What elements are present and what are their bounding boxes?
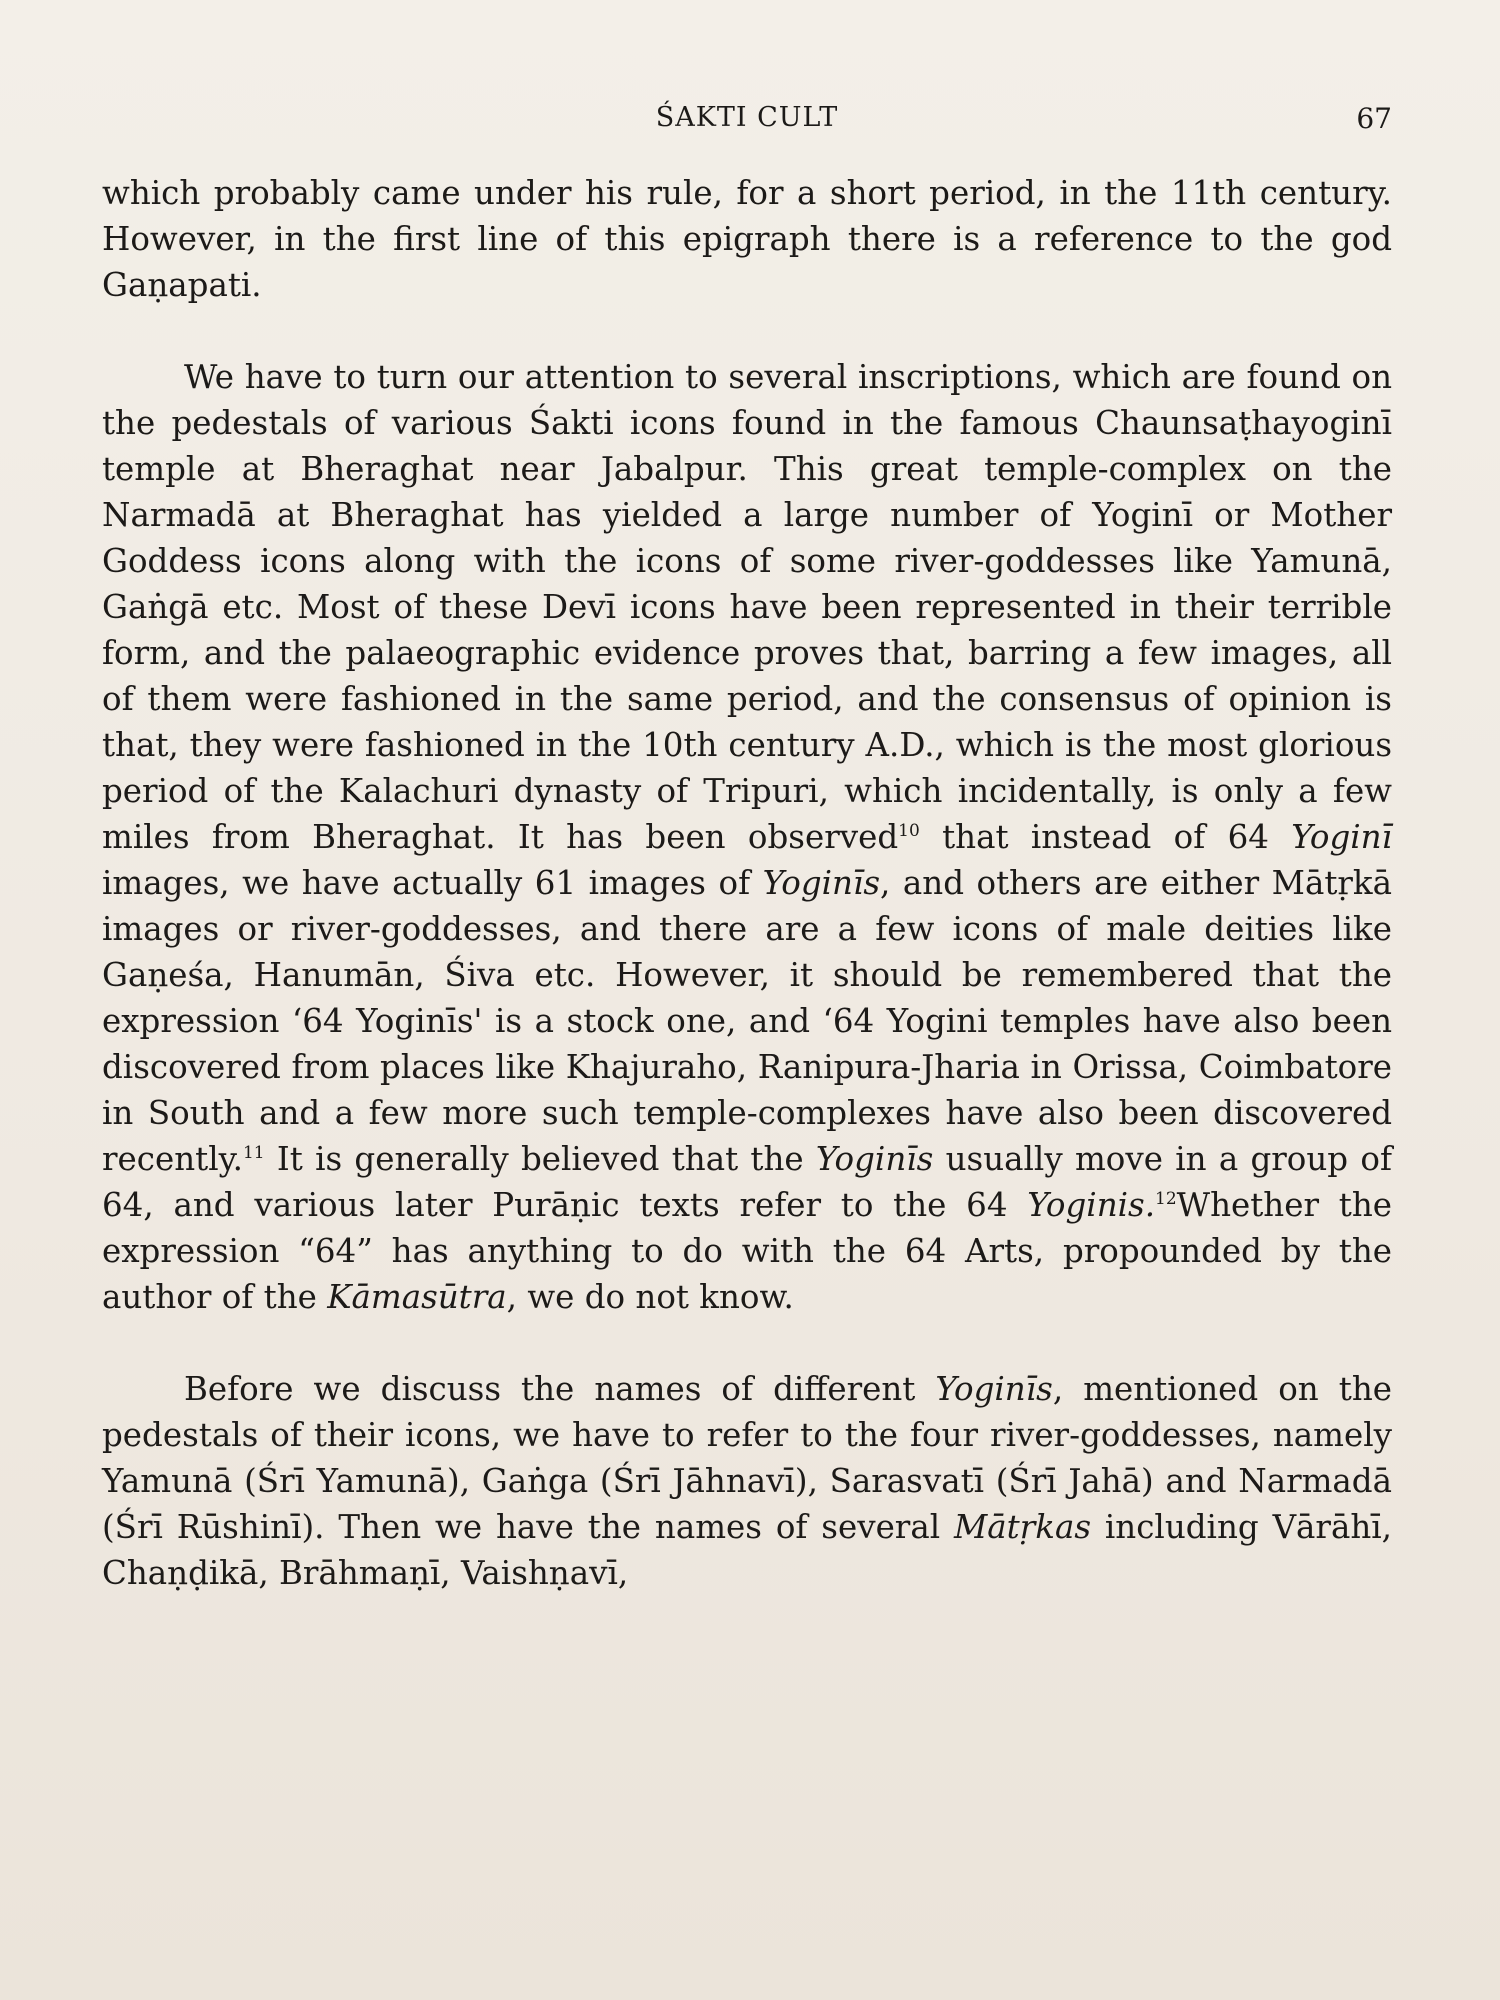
text-segment: Before we discuss the names of different — [184, 1370, 936, 1408]
italic-term: Yoginīs — [815, 1140, 934, 1178]
italic-term: Yoginīs — [935, 1370, 1053, 1408]
text-segment: that instead of 64 — [919, 818, 1292, 856]
text-segment: Whether the expression “64” has anything to do with the 64 Arts, propounded by the author of the — [102, 1186, 1392, 1316]
italic-term: Yoginis. — [1027, 1186, 1156, 1224]
footnote-marker: 12 — [1155, 1189, 1177, 1210]
running-head: ŚAKTI CULT — [655, 102, 839, 133]
text-segment: images, we have actually 61 images of — [102, 864, 763, 902]
page-header — [102, 102, 1392, 142]
paragraph-2 — [102, 354, 1392, 1320]
text-segment: which probably came under his rule, for a short period, in the 11th century. However, in the first line of this epigraph there is a reference to the god Gaṇapati. — [102, 174, 1392, 304]
paragraph-3 — [102, 1366, 1392, 1596]
page-number: 67 — [1356, 102, 1392, 135]
italic-term: Yoginī — [1291, 818, 1392, 856]
text-segment: We have to turn our attention to several inscriptions, which are found on the pedestals of various Śakti icons found in the famous Chaunsaṭhayoginī temple at Bheraghat near Jabalpur. This great temple-complex on the Narmadā at Bheraghat has yielded a large number of Yoginī or Mother Goddess icons along with the icons of some river-goddesses like Yamunā, Gaṅgā etc. Most of these Devī icons have been represented in their terrible form, and the palaeographic evidence proves that, barring a few images, all of them were fashioned in the same period, and the consensus of opinion is that, they were fashioned in the 10th century A.D., which is the most glorious period of the Kalachuri dynasty of Tripuri, which incidentally, is only a few miles from Bheraghat. It has been observed — [102, 358, 1392, 856]
text-segment: , mentioned on the pedestals of their icons, we have to refer to the four river-goddesses, namely Yamunā (Śrī Yamunā), Gaṅga (Śrī Jāhnavī), Sarasvatī (Śrī Jahā) and Narmadā (Śrī Rūshinī). Then we have the names of several — [102, 1370, 1392, 1546]
text-segment: It is generally believed that the — [264, 1140, 816, 1178]
text-segment: usually move in a group of 64, and various later Purāṇic texts refer to the 64 — [102, 1140, 1392, 1224]
italic-term: Mātṛkas — [954, 1508, 1092, 1546]
paragraph-1 — [102, 170, 1392, 308]
body-text — [102, 170, 1392, 1596]
text-segment: , we do not know. — [506, 1278, 794, 1316]
text-segment: including Vārāhī, Chaṇḍikā, Brāhmaṇī, Vaishṇavī, — [102, 1508, 1392, 1592]
italic-term: Kāmasūtra — [327, 1278, 507, 1316]
italic-term: Yoginīs — [762, 864, 881, 902]
footnote-marker: 10 — [898, 821, 920, 842]
footnote-marker: 11 — [242, 1143, 265, 1164]
text-segment: , and others are either Mātṛkā images or river-goddesses, and there are a few icons of male deities like Gaṇeśa, Hanumān, Śiva etc. However, it should be remembered that the expression ‘64 Yoginīs' is a stock one, and ‘64 Yogini temples have also been discovered from places like Khajuraho, Ranipura-Jharia in Orissa, Coimbatore in South and a few more such temple-complexes have also been discovered recently. — [102, 864, 1392, 1178]
